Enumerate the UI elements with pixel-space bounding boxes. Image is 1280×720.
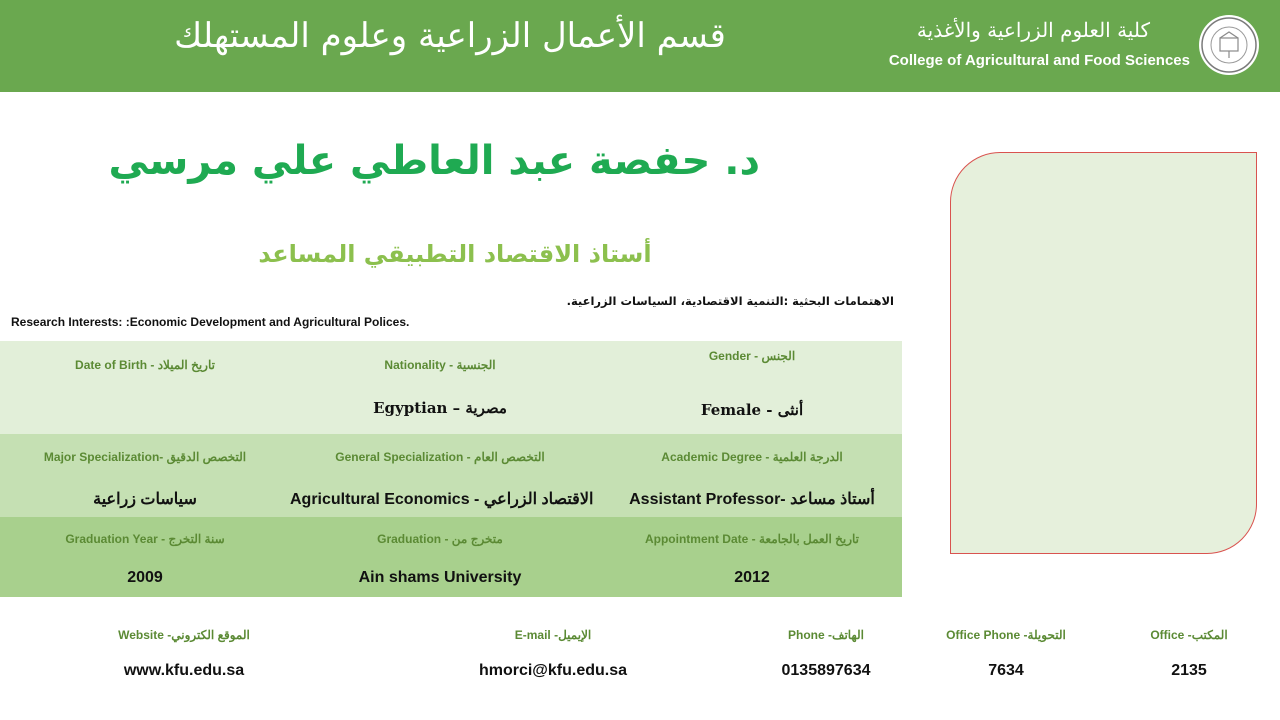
general-spec-label: General Specialization - التخصص العام	[335, 450, 545, 464]
degree-cell	[602, 434, 902, 517]
email-label: E-mail -الإيميل	[514, 628, 592, 642]
dob-cell	[0, 341, 290, 434]
graduation-cell	[290, 517, 590, 597]
grad-year-value: 2009	[127, 569, 163, 586]
college-name-english: College of Agricultural and Food Sciences	[888, 52, 1190, 69]
degree-label: Academic Degree - الدرجة العلمية	[661, 450, 843, 464]
grad-year-label: Graduation Year - سنة التخرج	[65, 532, 225, 546]
degree-value: Assistant Professor- أستاذ مساعد	[629, 491, 875, 508]
major-spec-cell	[0, 434, 290, 517]
header-banner	[0, 0, 1280, 92]
faculty-title: أستاذ الاقتصاد التطبيقي المساعد	[258, 240, 652, 268]
graduation-label: Graduation - متخرج من	[377, 532, 503, 546]
info-row-career	[0, 517, 902, 597]
general-spec-value: Agricultural Economics - الاقتصاد الزراعي	[290, 491, 594, 508]
department-title: قسم الأعمال الزراعية وعلوم المستهلك	[174, 16, 726, 56]
dob-label: Date of Birth - تاريخ الميلاد	[75, 358, 215, 372]
phone-value: 0135897634	[781, 662, 871, 679]
appointment-cell	[602, 517, 902, 597]
office-value: 2135	[1171, 662, 1207, 679]
office-phone-label: Office Phone -التحويلة	[946, 628, 1066, 642]
gender-label: Gender - الجنس	[708, 349, 796, 363]
photo-placeholder	[950, 152, 1257, 554]
research-interests-arabic: الاهتمامات البحثية :التنمية الاقتصادية، السياسات الزراعية.	[566, 294, 894, 308]
info-row-academic	[0, 434, 902, 517]
gender-cell	[602, 341, 902, 434]
college-name-arabic: كلية العلوم الزراعية والأغذية	[916, 18, 1150, 42]
faculty-name: د. حفصة عبد العاطي علي مرسي	[108, 138, 760, 184]
website-link[interactable]: www.kfu.edu.sa	[123, 662, 245, 679]
appointment-value: 2012	[734, 569, 770, 586]
nationality-cell	[290, 341, 590, 434]
email-link[interactable]: hmorci@kfu.edu.sa	[478, 662, 628, 679]
info-row-personal	[0, 341, 902, 434]
nationality-value: Egyptian – مصرية	[373, 399, 507, 417]
phone-label: Phone -الهاتف	[788, 628, 864, 642]
research-interests-english: Research Interests: :Economic Development and Agricultural Polices.	[11, 315, 410, 329]
info-grid	[0, 341, 902, 597]
office-phone-value: 7634	[988, 662, 1024, 679]
major-spec-label: Major Specialization- التخصص الدقيق	[43, 450, 247, 464]
gender-value: Female - أنثى	[700, 401, 804, 419]
website-label: Website -الموقع الكتروني	[118, 628, 250, 642]
grad-year-cell	[0, 517, 290, 597]
nationality-label: Nationality - الجنسية	[384, 358, 496, 372]
general-spec-cell	[290, 434, 594, 517]
graduation-value: Ain shams University	[358, 569, 522, 586]
appointment-label: Appointment Date - تاريخ العمل بالجامعة	[644, 532, 860, 546]
contact-footer	[0, 620, 1280, 720]
university-seal-logo	[1198, 14, 1260, 76]
office-label: Office -المكتب	[1150, 628, 1228, 642]
major-spec-value: سياسات زراعية	[93, 491, 197, 508]
